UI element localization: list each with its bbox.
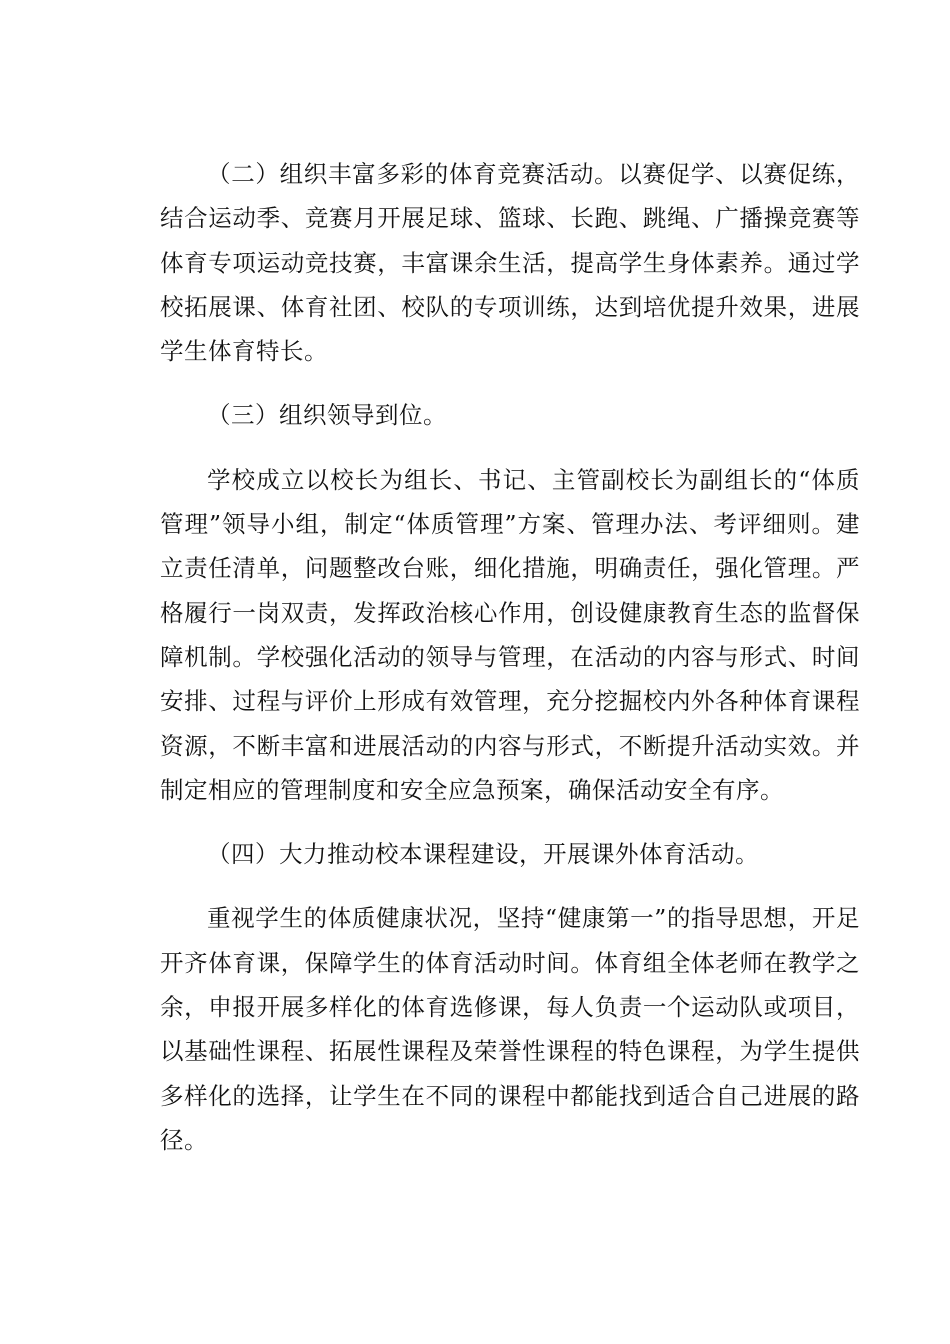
section-2-paragraph: （二）组织丰富多彩的体育竞赛活动。以赛促学、以赛促练，结合运动季、竞赛月开展足球、篮球、长跑、跳绳、广播操竞赛等体育专项运动竞技赛，丰富课余生活，提高学生身体素养。通过学校拓展课、体育社团、校队的专项训练，达到培优提升效果，进展学生体育特长。: [160, 160, 860, 366]
section-4-heading: （四）大力推动校本课程建设，开展课外体育活动。: [207, 840, 759, 869]
section-4-paragraph: 重视学生的体质健康状况，坚持“健康第一”的指导思想，开足开齐体育课，保障学生的体育活动时间。体育组全体老师在教学之余，申报开展多样化的体育选修课，每人负责一个运动队或项目，以基础性课程、拓展性课程及荣誉性课程的特色课程，为学生提供多样化的选择，让学生在不同的课程中都能找到适合自己进展的路径。: [160, 904, 860, 1154]
section-3-paragraph: 学校成立以校长为组长、书记、主管副校长为副组长的“体质管理”领导小组，制定“体质管理”方案、管理办法、考评细则。建立责任清单，问题整改台账，细化措施，明确责任，强化管理。严格履行一岗双责，发挥政治核心作用，创设健康教育生态的监督保障机制。学校强化活动的领导与管理，在活动的内容与形式、时间安排、过程与评价上形成有效管理，充分挖掘校内外各种体育课程资源，不断丰富和进展活动的内容与形式，不断提升活动实效。并制定相应的管理制度和安全应急预案，确保活动安全有序。: [160, 465, 860, 804]
section-3-heading: （三）组织领导到位。: [207, 401, 447, 430]
document-body: [160, 152, 860, 1182]
